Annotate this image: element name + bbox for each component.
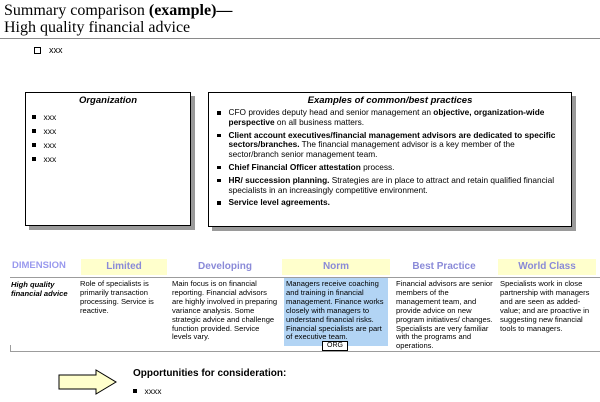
title-line-1: Summary comparison (example)—: [4, 2, 233, 19]
cell-world-class: Specialists work in close partnership with managers and are seen as added-value; and are proactive in suggesting new financial tools to managers.: [500, 279, 590, 333]
list-item: Chief Financial Officer attestation process.: [217, 163, 563, 173]
title-divider: [0, 38, 600, 39]
org-marker: ORG: [322, 341, 348, 351]
opportunities-heading: Opportunities for consideration:: [133, 368, 287, 379]
level-developing: Developing: [198, 261, 252, 272]
organization-box: [25, 92, 191, 226]
square-bullet-icon: [217, 201, 221, 205]
row-bracket: [10, 345, 600, 352]
square-bullet-icon: [32, 157, 36, 161]
row-label: High quality financial advice: [11, 280, 68, 298]
level-limited: Limited: [81, 259, 167, 275]
level-best-practice: Best Practice: [412, 261, 476, 272]
title-line-2: High quality financial advice: [4, 19, 191, 36]
square-bullet-icon: [217, 111, 221, 115]
square-bullet-icon: [217, 134, 221, 138]
square-bullet-icon: [32, 129, 36, 133]
organization-heading: Organization: [78, 95, 138, 106]
dimension-header: DIMENSION: [12, 260, 66, 271]
organization-list: [32, 112, 190, 164]
square-bullet-icon: [217, 166, 221, 170]
square-bullet-icon: [217, 179, 221, 183]
list-item: xxxx: [133, 386, 162, 396]
list-item: xxx: [32, 126, 190, 136]
list-item: Client account executives/financial management advisors are dedicated to specific sectors/branches. The financial management advisor is a key member of the sector/branch senior management team.: [217, 131, 563, 160]
list-item: Service level agreements.: [217, 198, 563, 208]
list-item: xxx: [32, 140, 190, 150]
practices-box: [208, 92, 572, 227]
cell-best-practice: Financial advisors are senior members of the management team, and provide advice on new program initiatives/ changes. Specialists are very familiar with the programs and operations.: [396, 279, 493, 351]
square-bullet-icon: [133, 389, 137, 393]
page-title: [4, 2, 232, 36]
list-item: CFO provides deputy head and senior management an objective, organization-wide perspective on all business matters.: [217, 108, 563, 128]
hollow-square-bullet-icon: [34, 47, 41, 54]
list-item: HR/ succession planning. Strategies are in place to attract and retain qualified financial specialists in an increasingly competitive environment.: [217, 176, 563, 196]
cell-norm: Managers receive coaching and training in financial management. Finance works closely with managers to understand financial risks. Financial specialists are part of executive team.: [284, 278, 388, 346]
practices-list: [217, 108, 563, 208]
cell-developing: Main focus is on financial reporting. Financial advisors are highly involved in preparing variance analysis. Some strategic advice and challenge function provided. Service levels vary.: [172, 279, 278, 342]
cell-limited: Role of specialists is primarily transaction processing. Service is reactive.: [80, 279, 154, 315]
right-arrow-icon: [58, 369, 118, 395]
top-bullet-item: xxx: [34, 45, 63, 55]
level-norm: Norm: [282, 259, 390, 275]
list-item: xxx: [32, 112, 190, 122]
list-item: xxx: [32, 154, 190, 164]
square-bullet-icon: [32, 115, 36, 119]
level-world-class: World Class: [498, 259, 596, 275]
practices-heading: Examples of common/best practices: [307, 95, 473, 106]
square-bullet-icon: [32, 143, 36, 147]
